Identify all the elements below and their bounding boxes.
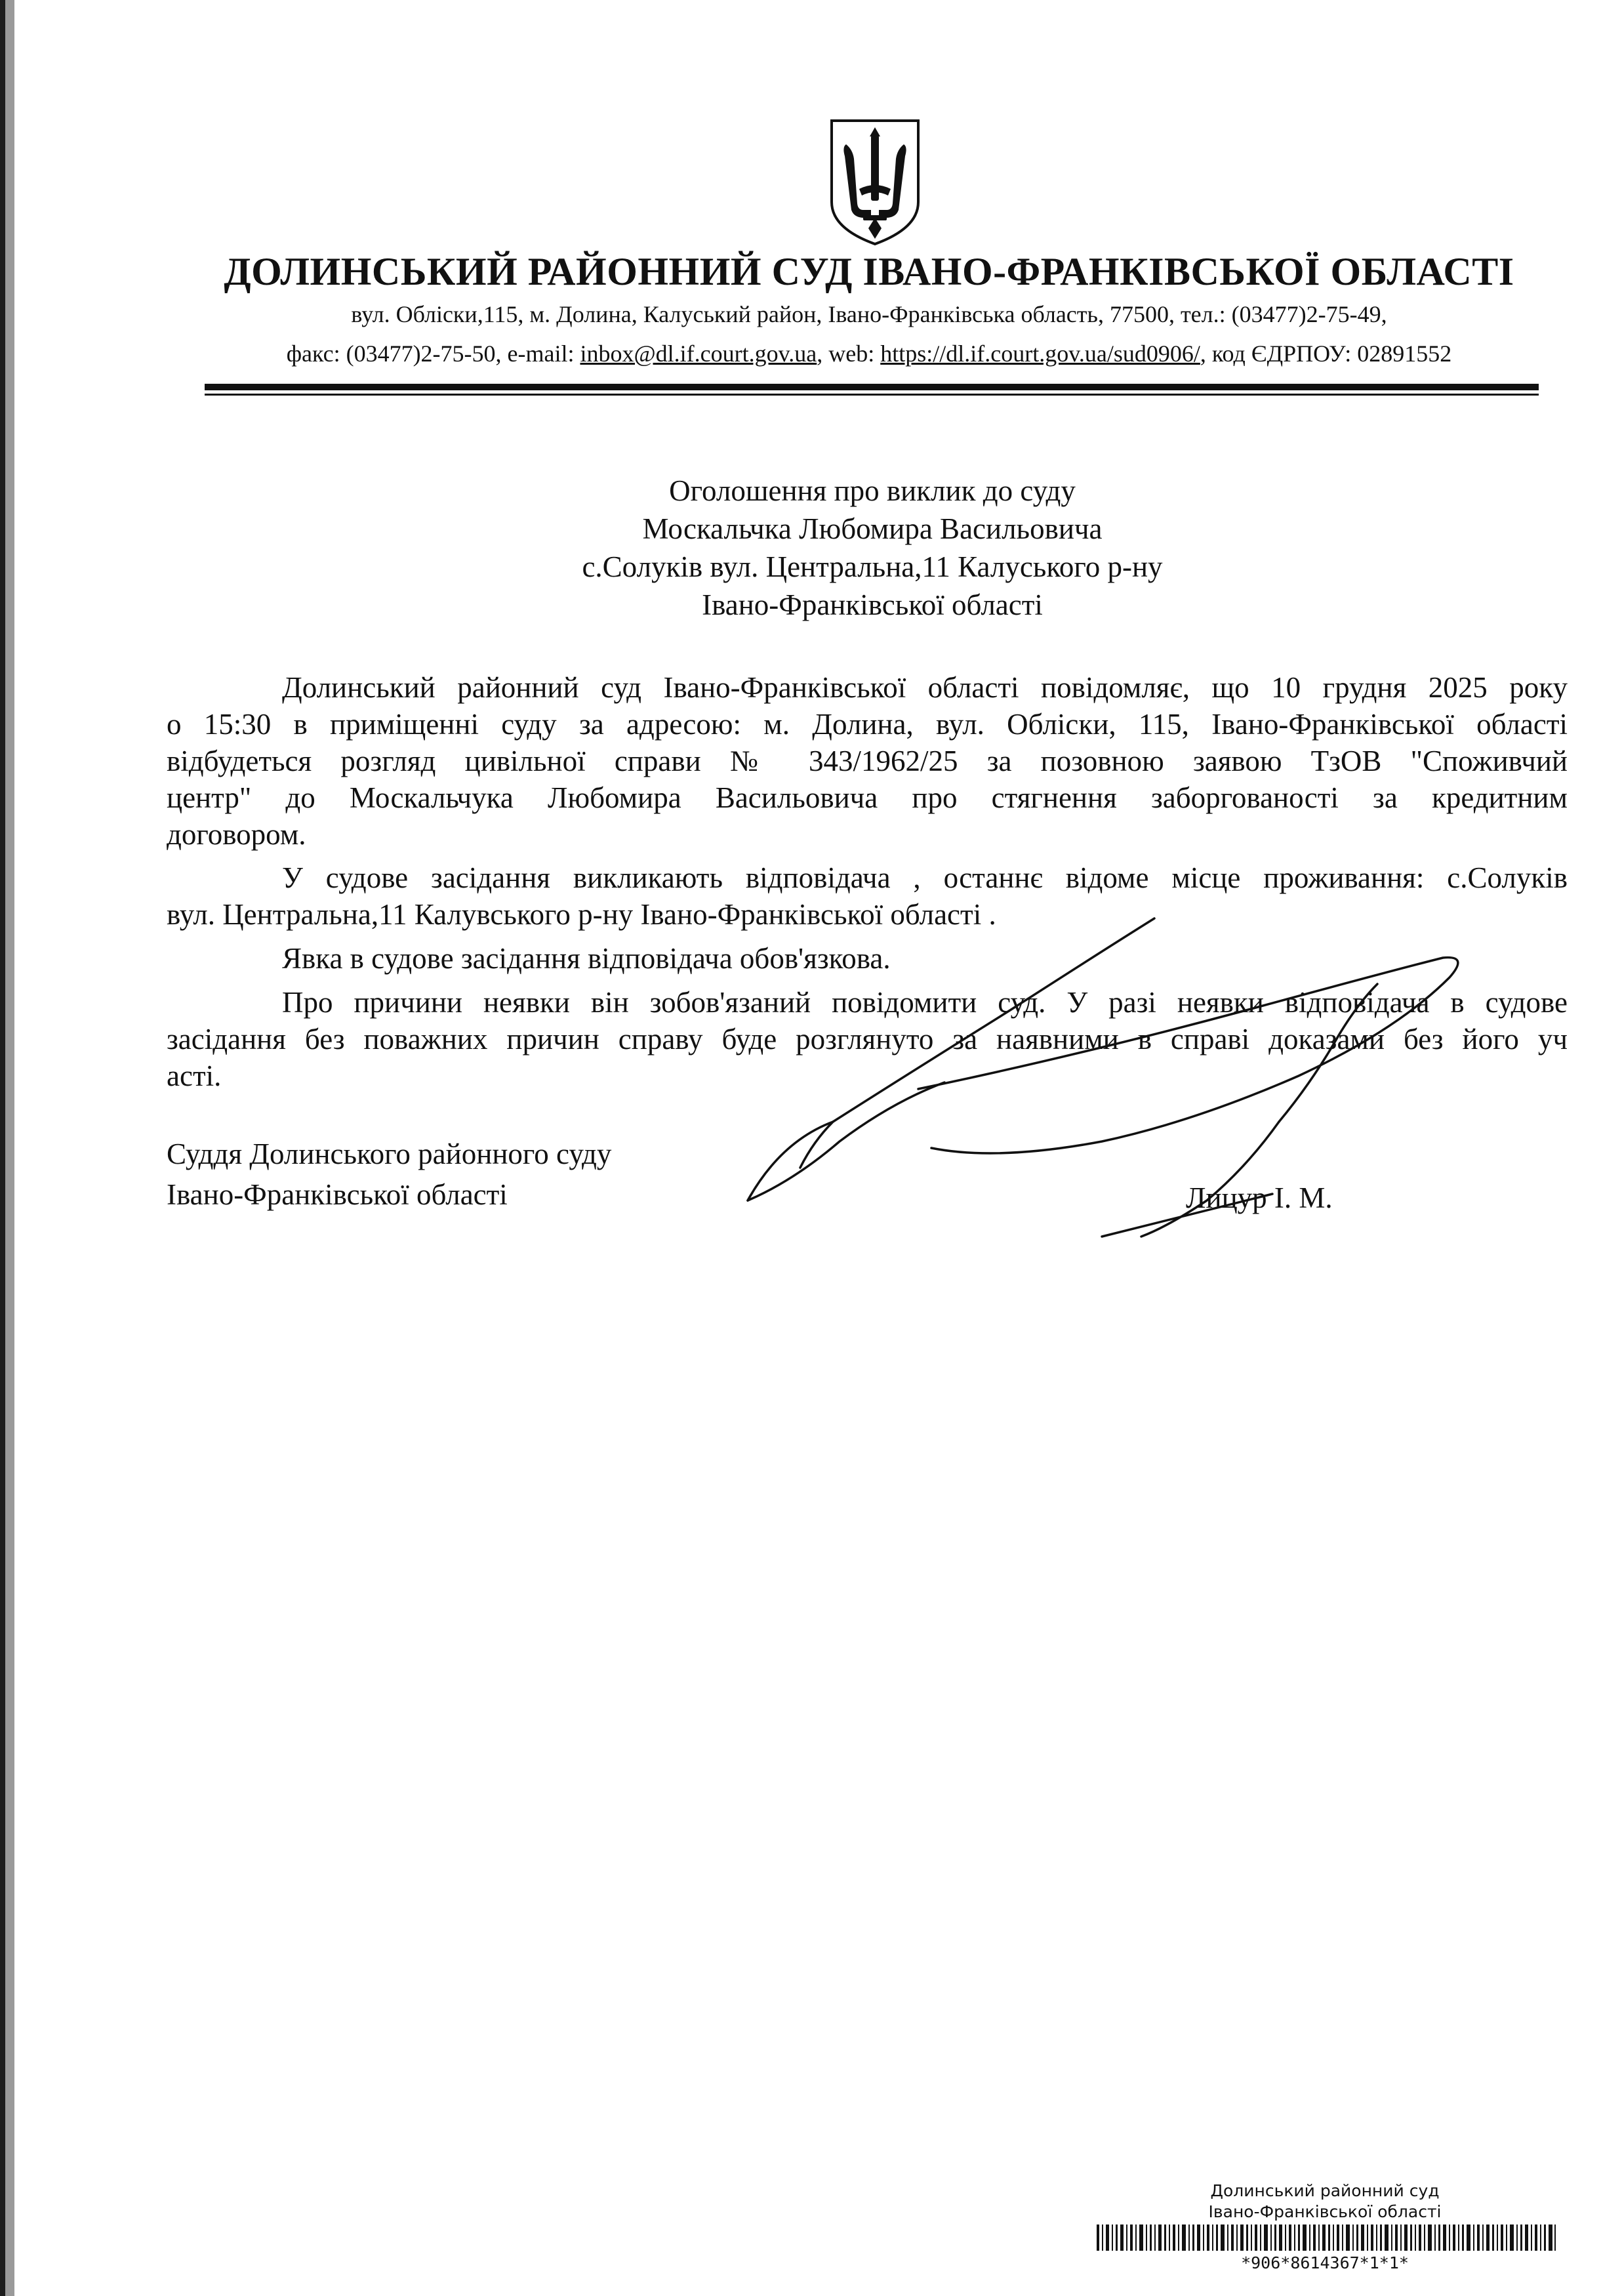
fax-text: факс: (03477)2-75-50, e-mail: (286, 340, 580, 367)
header-divider-thin (205, 394, 1539, 396)
header-divider-thick (205, 384, 1539, 390)
paragraph-4-line: засідання без поважних причин справу буде розглянуто за наявними в справі доказами без його уч (167, 1023, 1568, 1056)
web-label: , web: (817, 340, 881, 367)
judge-region: Івано-Франківської області (167, 1178, 508, 1211)
paragraph-4-line: Про причини неявки він зобов'язаний повідомити суд. У разі неявки відповідача в судове (282, 986, 1568, 1019)
stamp-barcode-number: *906*8614367*1*1* (1241, 2253, 1409, 2272)
paragraph-2-line: У судове засідання викликають відповідача , останнє відоме місце проживання: с.Солуків (282, 861, 1568, 894)
website-link[interactable]: https://dl.if.court.gov.ua/sud0906/ (880, 340, 1200, 367)
paragraph-1-line: о 15:30 в приміщенні суду за адресою: м. Долина, вул. Обліски, 115, Івано-Франківської області (167, 708, 1568, 741)
paragraph-1-line: договором. (167, 818, 306, 851)
court-address: вул. Обліски,115, м. Долина, Калуський район, Івано-Франківська область, 77500, тел.: (03477)2-75-49, (351, 301, 1387, 327)
edrpou-code: , код ЄДРПОУ: 02891552 (1200, 340, 1452, 367)
barcode-icon (1097, 2224, 1556, 2251)
paragraph-1-line: відбудеться розгляд цивільної справи № 343/1962/25 за позовною заявою ТзОВ "Споживчий (167, 745, 1568, 777)
paragraph-1-line: центр" до Москальчука Любомира Васильовича про стягнення заборгованості за кредитним (167, 781, 1568, 814)
stamp-court-name: Долинський районний суд (1210, 2181, 1440, 2200)
notice-defendant-region: Івано-Франківської області (702, 588, 1043, 621)
email-link[interactable]: inbox@dl.if.court.gov.ua (580, 340, 817, 367)
stamp-region: Івано-Франківської області (1208, 2202, 1442, 2221)
notice-title: Оголошення про виклик до суду (669, 474, 1076, 507)
registration-stamp (1089, 2181, 1561, 2293)
notice-defendant-address: с.Солуків вул. Центральна,11 Калуського р-ну (582, 550, 1163, 583)
judge-position: Суддя Долинського районного суду (167, 1138, 612, 1170)
paragraph-2-line: вул. Центральна,11 Калувського р-ну Івано-Франківської області . (167, 898, 996, 931)
paragraph-4-line: асті. (167, 1059, 222, 1092)
coat-of-arms-icon (828, 118, 922, 247)
notice-defendant-name: Москальчка Любомира Васильовича (642, 512, 1103, 545)
paragraph-3: Явка в судове засідання відповідача обов'язкова. (282, 942, 891, 975)
judge-name: Лицур І. М. (1186, 1181, 1333, 1214)
paragraph-1-line: Долинський районний суд Івано-Франківської області повідомляє, що 10 грудня 2025 року (282, 671, 1568, 704)
scan-edge (0, 0, 14, 2296)
handwritten-signature (735, 905, 1469, 1246)
court-contacts (164, 340, 1574, 367)
court-name: ДОЛИНСЬКИЙ РАЙОННИЙ СУД ІВАНО-ФРАНКІВСЬКОЇ ОБЛАСТІ (224, 250, 1514, 293)
